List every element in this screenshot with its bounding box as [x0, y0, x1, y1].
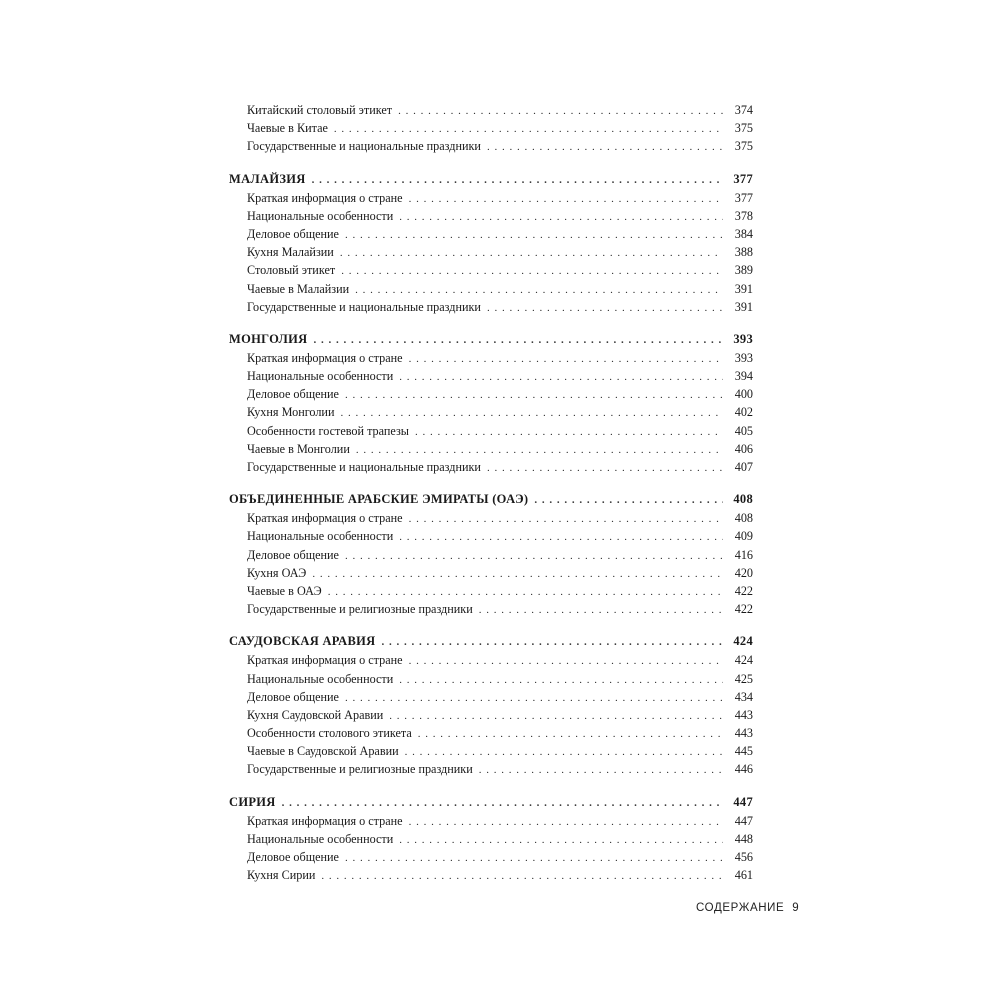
toc-chapter [229, 631, 753, 778]
chapter-heading-page-number: 393 [733, 331, 753, 346]
toc-entry [229, 651, 753, 669]
toc-entry-page-number: 443 [734, 726, 753, 741]
toc-entry-page-number: 422 [734, 583, 753, 598]
dot-leader [345, 849, 723, 867]
dot-leader [398, 102, 723, 120]
dot-leader [418, 725, 723, 743]
dot-leader [313, 330, 723, 350]
toc-entry [229, 458, 753, 476]
dot-leader [321, 867, 723, 885]
toc-entry [229, 582, 753, 600]
toc-entry-page-number: 408 [734, 511, 753, 526]
dot-leader [341, 262, 723, 280]
dot-leader [409, 510, 723, 528]
toc-entry-title: Деловое общение [247, 547, 339, 562]
dot-leader [356, 441, 723, 459]
toc-entry [229, 670, 753, 688]
toc-entry-page-number: 446 [734, 762, 753, 777]
toc-entry-title: Государственные и национальные праздники [247, 299, 481, 314]
toc-entry-title: Чаевые в Саудовской Аравии [247, 744, 399, 759]
toc-entry [229, 688, 753, 706]
toc-entry-title: Деловое общение [247, 689, 339, 704]
toc-entry [229, 600, 753, 618]
toc-chapter [229, 792, 753, 885]
toc-entry [229, 706, 753, 724]
toc-entry-title: Национальные особенности [247, 831, 394, 846]
toc-entry-page-number: 447 [734, 813, 753, 828]
dot-leader [345, 689, 723, 707]
dot-leader [340, 244, 723, 262]
toc-entry-title: Чаевые в ОАЭ [247, 583, 322, 598]
toc-entry-page-number: 389 [734, 263, 753, 278]
dot-leader [340, 404, 723, 422]
toc-entry [229, 385, 753, 403]
toc-entry [229, 812, 753, 830]
dot-leader [534, 490, 723, 510]
toc-entry-title: Национальные особенности [247, 529, 394, 544]
toc-entry-page-number: 377 [734, 190, 753, 205]
dot-leader [409, 652, 723, 670]
toc-entry-title: Краткая информация о стране [247, 350, 403, 365]
dot-leader [355, 281, 723, 299]
toc-entry [229, 848, 753, 866]
dot-leader [409, 813, 723, 831]
toc-entry-page-number: 422 [734, 602, 753, 617]
toc-entry [229, 422, 753, 440]
toc-entry-title: Государственные и религиозные праздники [247, 602, 473, 617]
toc-entry-page-number: 375 [734, 139, 753, 154]
toc-entry-page-number: 391 [734, 299, 753, 314]
dot-leader [345, 226, 723, 244]
dot-leader [405, 743, 723, 761]
toc-entry-page-number: 405 [734, 423, 753, 438]
toc-entry [229, 298, 753, 316]
toc-entry [229, 349, 753, 367]
toc-entry-page-number: 409 [734, 529, 753, 544]
chapter-heading-page-number: 424 [733, 634, 753, 649]
dot-leader [312, 565, 723, 583]
toc-entry [229, 189, 753, 207]
chapter-heading-title: МАЛАЙЗИЯ [229, 171, 306, 186]
footer-page-number: 9 [792, 902, 799, 914]
toc-entry [229, 509, 753, 527]
toc-entry-title: Кухня ОАЭ [247, 565, 307, 580]
dot-leader [487, 138, 723, 156]
dot-leader [399, 671, 723, 689]
chapter-heading-title: СИРИЯ [229, 794, 276, 809]
toc-entry-page-number: 388 [734, 245, 753, 260]
dot-leader [487, 299, 723, 317]
dot-leader [399, 831, 723, 849]
dot-leader [479, 601, 723, 619]
toc-entry-page-number: 402 [734, 405, 753, 420]
toc-entry-page-number: 374 [734, 103, 753, 117]
toc-entry-title: Деловое общение [247, 850, 339, 864]
dot-leader [345, 386, 723, 404]
dot-leader [389, 707, 723, 725]
chapter-heading [229, 329, 753, 349]
toc-entry-page-number: 394 [734, 369, 753, 384]
toc-entry-page-number: 461 [734, 868, 753, 883]
toc-entry [229, 724, 753, 742]
toc-entry-page-number: 443 [734, 707, 753, 722]
toc-entry [229, 866, 753, 884]
toc-entry [229, 261, 753, 279]
toc-entry-title: Столовый этикет [247, 263, 336, 278]
toc-entry-title: Национальные особенности [247, 671, 394, 686]
toc-entry [229, 367, 753, 385]
chapter-heading-page-number: 447 [733, 794, 753, 809]
toc-entry-page-number: 424 [734, 653, 753, 668]
toc-entry-page-number: 434 [734, 689, 753, 704]
toc-chapter [229, 101, 753, 156]
toc-entry-title: Краткая информация о стране [247, 813, 403, 828]
toc-entry [229, 440, 753, 458]
toc-entry-title: Особенности столового этикета [247, 726, 412, 741]
toc-entry [229, 137, 753, 155]
toc-entry-title: Государственные и национальные праздники [247, 139, 481, 154]
dot-leader [479, 761, 723, 779]
toc-entry-page-number: 420 [734, 565, 753, 580]
toc-entry [229, 243, 753, 261]
toc-entry-page-number: 456 [734, 850, 753, 864]
toc-entry-page-number: 391 [734, 281, 753, 296]
toc-entry-page-number: 406 [734, 441, 753, 456]
toc-chapter [229, 329, 753, 476]
dot-leader [381, 632, 723, 652]
dot-leader [334, 120, 723, 138]
toc-entry-title: Кухня Сирии [247, 868, 316, 883]
toc-entry-title: Чаевые в Китае [247, 121, 328, 136]
toc-entry-page-number: 416 [734, 547, 753, 562]
toc-entry-page-number: 375 [734, 121, 753, 136]
chapter-heading [229, 169, 753, 189]
toc-entry [229, 101, 753, 119]
toc-chapter [229, 489, 753, 618]
toc-entry-title: Краткая информация о стране [247, 190, 403, 205]
dot-leader [409, 190, 723, 208]
toc-entry [229, 280, 753, 298]
dot-leader [282, 793, 723, 813]
toc-entry [229, 564, 753, 582]
dot-leader [312, 170, 723, 190]
chapter-heading [229, 792, 753, 812]
chapter-heading-title: МОНГОЛИЯ [229, 331, 308, 346]
toc-entry-title: Государственные и национальные праздники [247, 460, 481, 474]
toc-entry [229, 207, 753, 225]
toc-entry [229, 546, 753, 564]
toc-entry-title: Национальные особенности [247, 208, 394, 223]
toc-entry [229, 742, 753, 760]
dot-leader [328, 583, 723, 601]
table-of-contents [229, 101, 753, 897]
toc-entry-title: Китайский столовый этикет [247, 103, 393, 117]
chapter-heading-page-number: 408 [733, 492, 753, 507]
running-footer [696, 902, 799, 914]
toc-entry-title: Чаевые в Малайзии [247, 281, 350, 296]
toc-entry [229, 119, 753, 137]
toc-entry-title: Кухня Монголии [247, 405, 335, 420]
toc-entry-page-number: 378 [734, 208, 753, 223]
toc-entry-title: Государственные и религиозные праздники [247, 762, 473, 777]
dot-leader [399, 208, 723, 226]
toc-entry-title: Чаевые в Монголии [247, 441, 350, 456]
toc-entry-page-number: 393 [734, 350, 753, 365]
dot-leader [415, 423, 723, 441]
toc-entry-title: Краткая информация о стране [247, 511, 403, 526]
toc-entry-title: Особенности гостевой трапезы [247, 423, 409, 438]
chapter-heading [229, 489, 753, 509]
toc-entry [229, 225, 753, 243]
dot-leader [345, 547, 723, 565]
footer-section-label: СОДЕРЖАНИЕ [696, 902, 785, 914]
toc-entry [229, 527, 753, 545]
chapter-heading-title: ОБЪЕДИНЕННЫЕ АРАБСКИЕ ЭМИРАТЫ (ОАЭ) [229, 492, 529, 507]
chapter-heading [229, 631, 753, 651]
toc-entry-page-number: 400 [734, 387, 753, 402]
toc-entry-page-number: 384 [734, 226, 753, 241]
toc-entry-title: Кухня Саудовской Аравии [247, 707, 384, 722]
dot-leader [399, 528, 723, 546]
toc-entry-page-number: 448 [734, 831, 753, 846]
chapter-heading-page-number: 377 [733, 171, 753, 186]
toc-entry [229, 403, 753, 421]
toc-entry-title: Краткая информация о стране [247, 653, 403, 668]
toc-entry-title: Национальные особенности [247, 369, 394, 384]
dot-leader [409, 350, 723, 368]
toc-entry [229, 760, 753, 778]
dot-leader [399, 368, 723, 386]
toc-entry-title: Кухня Малайзии [247, 245, 334, 260]
toc-entry-title: Деловое общение [247, 387, 339, 402]
chapter-heading-title: САУДОВСКАЯ АРАВИЯ [229, 634, 376, 649]
toc-entry-page-number: 425 [734, 671, 753, 686]
dot-leader [487, 459, 723, 477]
toc-entry-page-number: 407 [734, 460, 753, 474]
toc-entry-page-number: 445 [734, 744, 753, 759]
toc-entry-title: Деловое общение [247, 226, 339, 241]
toc-entry [229, 830, 753, 848]
toc-chapter [229, 169, 753, 316]
